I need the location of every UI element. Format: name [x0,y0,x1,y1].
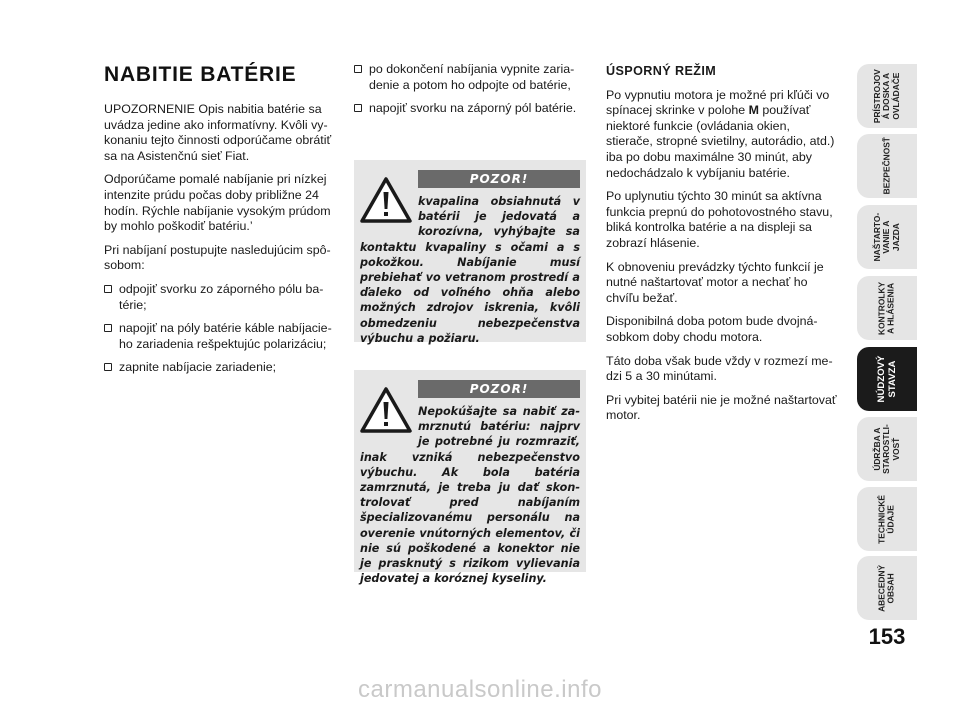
paragraph: Odporúčame pomalé nabíjanie pri nízkej intenzite prúdu počas doby približne 24 hodín. Rýchle nabíjanie vysokým prúdom by mohlo poškodiť batériu.’ [104,172,331,234]
tab-maintenance[interactable]: ÚDRŽBA A STAROSTLI- VOSŤ [857,417,917,481]
tab-warnings[interactable]: KONTROLKY A HLÁSENIA [857,276,917,340]
paragraph: Po uplynutiu týchto 30 minút sa aktívna funkcia prepnú do pohotovostného stavu, bliká kontrolka batérie a na displeji sa zobrazí hlásenie. [606,189,833,250]
tab-instrument-panel[interactable]: PRÍSTROJOV Á DOSKA A OVLÁDAČE [857,64,917,128]
warning-box-frozen-battery [354,370,586,586]
warning-text: kvapalina obsiahnutá v batérii je jedovatá a korozívna, vyhýbajte sa kontaktu kvapaliny s očami a s pokožkou. Nabíjanie musí prebiehať vo vetranom prostredí a ďaleko od voľného ohňa alebo možných zdrojov iskrenia, kvôli obmedzeniu nebezpečenstva výbuchu a požiaru. [360,195,580,345]
warning-triangle-icon [360,176,412,224]
list-item: napojiť na póly batérie káble nabíjacieho zariadenia rešpektujúc polarizáciu; [104,321,336,352]
warning-label: POZOR! [418,170,580,188]
checkbox-bullet-icon [104,285,112,293]
list-item: po dokončení nabíjania vypnite zariadenie a potom ho odpojte od batérie, [354,62,586,93]
list-item: napojiť svorku na záporný pól batérie. [354,101,586,117]
checkbox-bullet-icon [104,363,112,371]
bullet-list [354,62,586,117]
paragraph: Pri vybitej batérii nie je možné naštartovať motor. [606,392,837,423]
checkbox-bullet-icon [354,104,362,112]
paragraph: UPOZORNENIE Opis nabitia batérie sa uvádza jedine ako informatívny. Kvôli vykonaniu tejto činnosti odporúčame obrátiť sa na Asistenčnú sieť Fiat. [104,102,332,163]
warning-text: Nepokúšajte sa nabiť zamrznutú batériu: najprv je potrebné ju rozmraziť, inak vzniká nebezpečenstvo výbuchu. Ak bola batéria zamrznutá, je treba ju dať skontrolovať pred nabíjaním špecializovanému personálu na overenie vnútorných elementov, či nie sú poškodené a konektor nie je prasknutý s rizikom vylievania jedovatej a koróznej kyseliny. [360,405,580,586]
key-position-m: M [748,103,759,118]
bullet-list [104,282,336,376]
section-title-economy-mode: ÚSPORNÝ REŽIM [606,64,717,78]
warning-label: POZOR! [418,380,580,398]
tab-starting-driving[interactable]: NAŠTARTO- VANIE A JAZDA [857,205,917,269]
warning-triangle-icon [360,386,412,434]
column-3 [606,62,838,432]
paragraph: K obnoveniu prevádzky týchto funkcií je nutné naštartovať motor a nechať ho chvíľu bežať. [606,259,824,305]
watermark: carmanualsonline.info [358,676,602,703]
list-item: zapnite nabíjacie zariadenie; [104,360,336,376]
tab-emergency[interactable]: NÚDZOVÝ STAVZA [857,347,917,411]
tab-technical-data[interactable]: TECHNICKÉ ÚDAJE [857,487,917,551]
page-number: 153 [868,624,906,649]
checkbox-bullet-icon [104,324,112,332]
checkbox-bullet-icon [354,65,362,73]
warning-box-acid [354,160,586,345]
list-item: odpojiť svorku zo záporného pólu batérie; [104,282,336,313]
paragraph: Disponibilná doba potom bude dvojnásobkom doby chodu motora. [606,314,818,344]
column-2 [354,62,586,125]
column-1 [104,62,336,384]
paragraph: Po vypnutiu motora je možné pri kľúči vo spínacej skrinke v polohe M používať niektoré funkcie (ovládania okien, stierače, stropné svietilny, autorádio, atd.) iba po dobu maximálne 30 minút, aby nedochádzalo k vybíjaniu batérie. [606,87,835,180]
paragraph: Pri nabíjaní postupujte nasledujúcim spôsobom: [104,242,331,273]
tab-index[interactable]: ABECEDNÝ OBSAH [857,556,917,620]
tab-safety[interactable]: BEZPEČNOSŤ [857,134,917,198]
section-title-battery-charging: NABITIE BATÉRIE [104,63,297,86]
paragraph: Táto doba však bude vždy v rozmezí medzi 5 a 30 minútami. [606,353,833,384]
